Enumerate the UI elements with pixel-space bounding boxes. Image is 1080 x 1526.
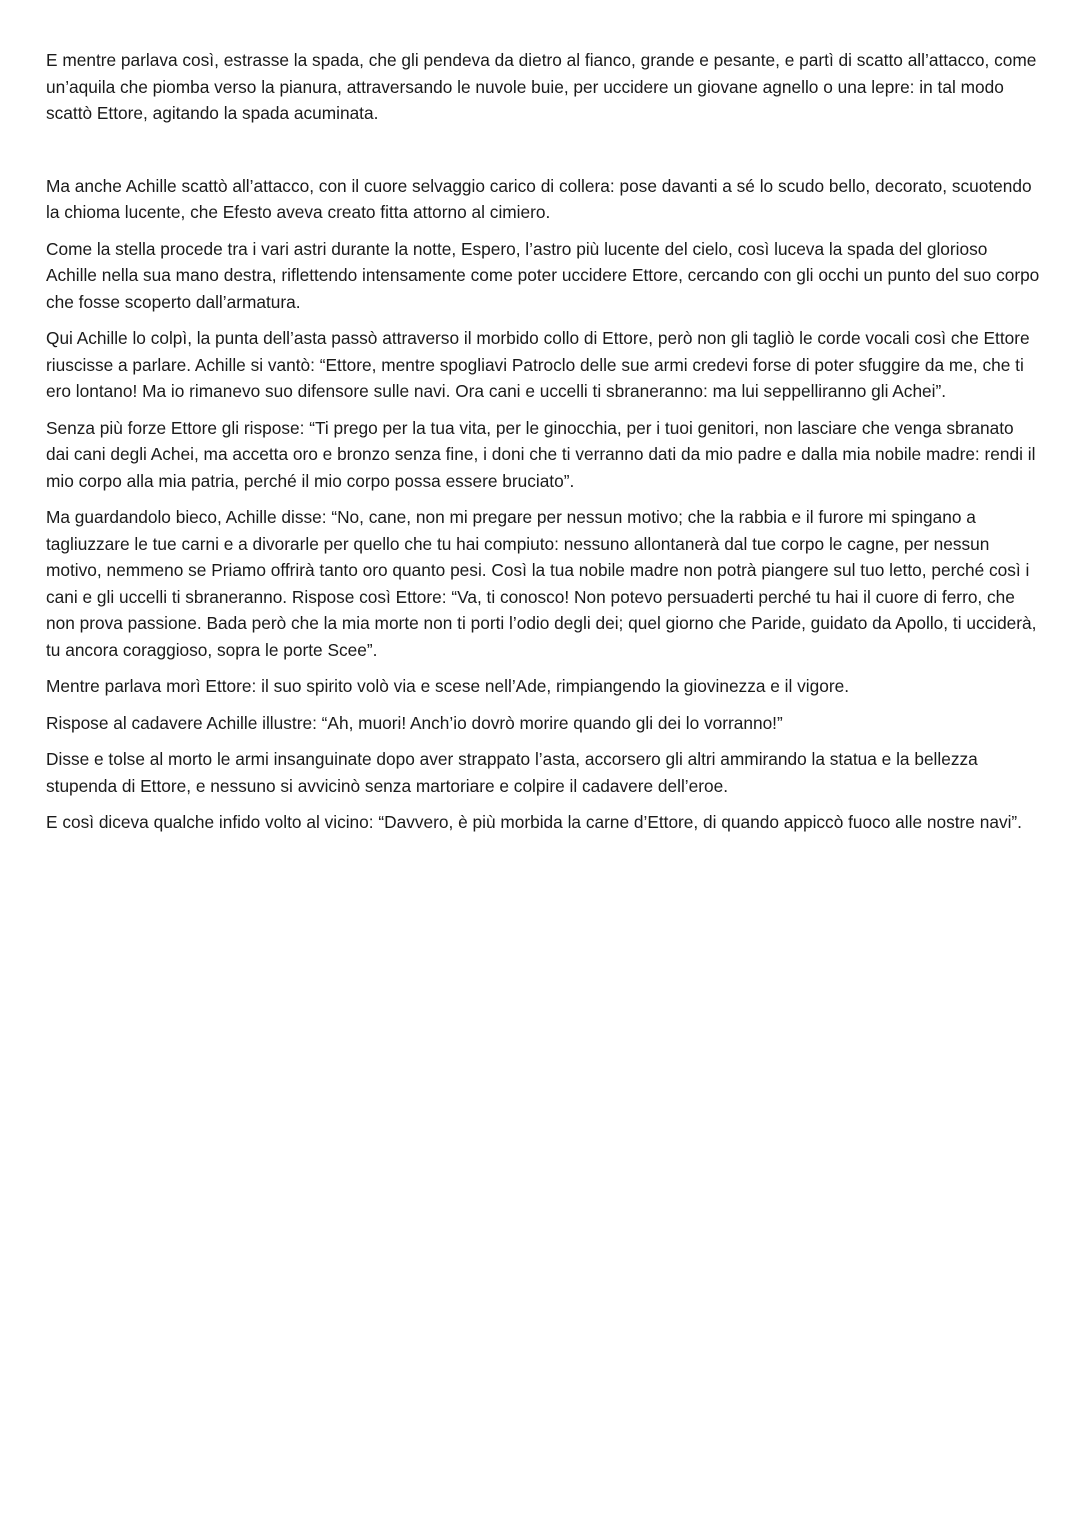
paragraph-achilles-attacks: Ma anche Achille scattò all’attacco, con il cuore selvaggio carico di collera: pose davanti a sé lo scudo bello, decorato, scuotendo la chioma lucente, che Efesto aveva creato fitta attorno al cimiero. [46, 175, 1032, 222]
paragraph-gap [46, 127, 1040, 173]
paragraph-achaeans-mock: E così diceva qualche infido volto al vicino: “Davvero, è più morbida la carne d’Ettore, di quando appiccò fuoco alle nostre navi”. [46, 812, 1022, 832]
paragraph-achilles-refuses: Ma guardandolo bieco, Achille disse: “No, cane, non mi pregare per nessun motivo; che la rabbia e il furore mi spingano a tagliuzzare le tue carni e a divorarle per quello che tu hai compiuto: nessuno allontanerà dal tue corpo le cagne, per nessun motivo, nemmeno se Priamo offrirà tanto oro quanto pesi. Così la tua nobile madre non potrà piangere sul tuo letto, perché così i cani e gli uccelli ti sbraneranno. Rispose così Ettore: “Va, ti conosco! Non potevo persuaderti perché tu hai il cuore di ferro, che non prova passione. Bada però che la mia morte non ti porti l’odio degli dei; quel giorno che Paride, guidato da Apollo, ti ucciderà, tu ancora coraggioso, sopra le porte Scee”. [46, 507, 1037, 660]
paragraph-corpse-stripped: Disse e tolse al morto le armi insanguinate dopo aver strappato l’asta, accorsero gli altri ammirando la statua e la bellezza stupenda di Ettore, e nessuno si avvicinò senza martoriare e colpire il cadavere dell’eroe. [46, 749, 978, 796]
paragraph-achilles-strikes: Qui Achille lo colpì, la punta dell’asta passò attraverso il morbido collo di Ettore, però non gli tagliò le corde vocali così che Ettore riuscisse a parlare. Achille si vantò: “Ettore, mentre spogliavi Patroclo delle sue armi credevi forse di poter sfuggire da me, che ti ero lontano! Ma io rimanevo suo difensore sulle navi. Ora cani e uccelli ti sbraneranno: ma lui seppelliranno gli Achei”. [46, 328, 1030, 401]
paragraph-achilles-replies: Rispose al cadavere Achille illustre: “Ah, muori! Anch’io dovrò morire quando gli dei lo vorranno!” [46, 712, 783, 733]
paragraph-hector-dies: Mentre parlava morì Ettore: il suo spirito volò via e scese nell’Ade, rimpiangendo la giovinezza e il vigore. [46, 676, 850, 696]
paragraph-evening-star: Come la stella procede tra i vari astri durante la notte, Espero, l’astro più lucente del cielo, così luceva la spada del glorioso Achille nella sua mano destra, riflettendo intensamente come poter uccidere Ettore, cercando con gli occhi un punto del suo corpo che fosse scoperto dall’armatura. [46, 238, 1040, 312]
paragraph-hector-pleads: Senza più forze Ettore gli rispose: “Ti prego per la tua vita, per le ginocchia, per i tuoi genitori, non lasciare che venga sbranato dai cani degli Achei, ma accetta oro e bronzo senza fine, i doni che ti verranno dati da mio padre e dalla mia nobile madre: rendi il mio corpo alla mia patria, perché il mio corpo possa essere bruciato”. [46, 417, 1036, 491]
paragraph-hector-attacks: E mentre parlava così, estrasse la spada, che gli pendeva da dietro al fianco, grande e pesante, e partì di scatto all’attacco, come un’aquila che piomba verso la pianura, attraversando le nuvole buie, per uccidere un giovane agnello o una lepre: in tal modo scattò Ettore, agitando la spada acuminata. [46, 50, 1037, 123]
